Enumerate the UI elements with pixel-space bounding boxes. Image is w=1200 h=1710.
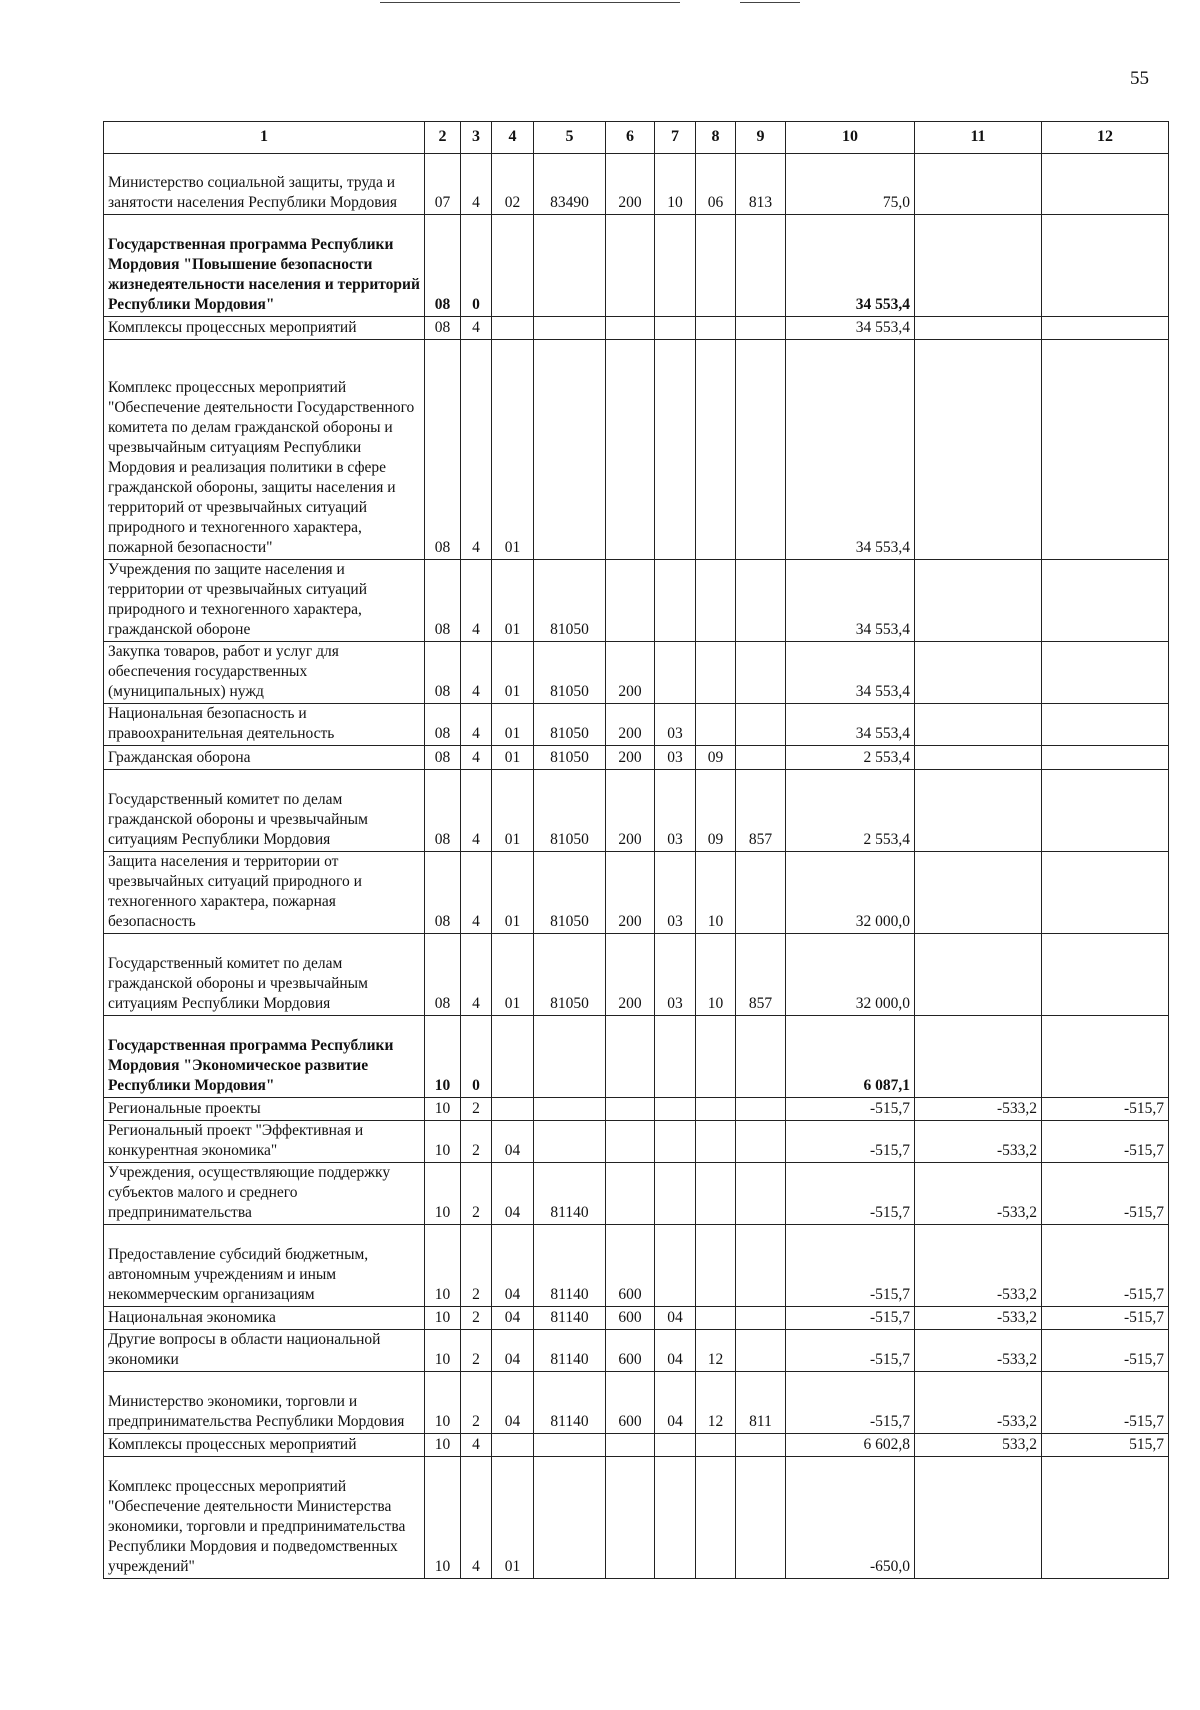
amount-2-cell: -533,2 bbox=[915, 1372, 1042, 1434]
direction-cell: 83490 bbox=[534, 154, 606, 215]
table-row bbox=[104, 1121, 1169, 1163]
admin-cell bbox=[736, 1307, 786, 1330]
amount-2-cell bbox=[915, 770, 1042, 852]
subchapter-cell bbox=[696, 1457, 736, 1579]
expense-type-cell: 200 bbox=[606, 770, 655, 852]
subprogram-cell: 4 bbox=[461, 642, 492, 704]
subprogram-cell: 4 bbox=[461, 340, 492, 560]
header-row bbox=[104, 122, 1169, 154]
amount-3-cell bbox=[1042, 317, 1169, 340]
chapter-cell: 03 bbox=[655, 770, 696, 852]
amount-1-cell: -515,7 bbox=[786, 1121, 915, 1163]
expense-type-cell: 600 bbox=[606, 1307, 655, 1330]
section-cell: 10 bbox=[425, 1434, 461, 1457]
amount-1-cell: -515,7 bbox=[786, 1330, 915, 1372]
section-cell: 10 bbox=[425, 1098, 461, 1121]
subchapter-cell bbox=[696, 340, 736, 560]
subchapter-cell bbox=[696, 1163, 736, 1225]
chapter-cell bbox=[655, 1016, 696, 1098]
subprogram-cell: 2 bbox=[461, 1330, 492, 1372]
amount-1-cell: -515,7 bbox=[786, 1307, 915, 1330]
amount-3-cell: -515,7 bbox=[1042, 1307, 1169, 1330]
amount-3-cell bbox=[1042, 934, 1169, 1016]
subchapter-cell bbox=[696, 560, 736, 642]
scan-edge-mark bbox=[740, 2, 800, 3]
direction-cell: 81050 bbox=[534, 704, 606, 746]
measure-cell: 01 bbox=[492, 746, 534, 770]
amount-1-cell: 34 553,4 bbox=[786, 317, 915, 340]
table-row bbox=[104, 1457, 1169, 1579]
header-cell: 9 bbox=[736, 122, 786, 154]
table-row bbox=[104, 560, 1169, 642]
subchapter-cell bbox=[696, 642, 736, 704]
table-row bbox=[104, 1307, 1169, 1330]
measure-cell bbox=[492, 1098, 534, 1121]
header-cell: 6 bbox=[606, 122, 655, 154]
measure-cell: 01 bbox=[492, 340, 534, 560]
admin-cell bbox=[736, 317, 786, 340]
subchapter-cell: 12 bbox=[696, 1330, 736, 1372]
header-cell: 1 bbox=[104, 122, 425, 154]
chapter-cell bbox=[655, 1225, 696, 1307]
section-cell: 10 bbox=[425, 1121, 461, 1163]
subprogram-cell: 4 bbox=[461, 560, 492, 642]
amount-1-cell: 32 000,0 bbox=[786, 852, 915, 934]
expense-type-cell: 600 bbox=[606, 1372, 655, 1434]
measure-cell: 04 bbox=[492, 1121, 534, 1163]
amount-2-cell: -533,2 bbox=[915, 1225, 1042, 1307]
amount-3-cell bbox=[1042, 1016, 1169, 1098]
expense-type-cell: 200 bbox=[606, 154, 655, 215]
section-cell: 08 bbox=[425, 852, 461, 934]
section-cell: 10 bbox=[425, 1016, 461, 1098]
header-cell: 8 bbox=[696, 122, 736, 154]
chapter-cell bbox=[655, 1457, 696, 1579]
direction-cell: 81050 bbox=[534, 560, 606, 642]
amount-3-cell bbox=[1042, 215, 1169, 317]
amount-2-cell bbox=[915, 704, 1042, 746]
header-cell: 11 bbox=[915, 122, 1042, 154]
expense-type-cell bbox=[606, 1121, 655, 1163]
direction-cell: 81050 bbox=[534, 642, 606, 704]
expense-type-cell: 600 bbox=[606, 1225, 655, 1307]
subchapter-cell: 12 bbox=[696, 1372, 736, 1434]
admin-cell bbox=[736, 1434, 786, 1457]
expense-type-cell: 200 bbox=[606, 746, 655, 770]
amount-1-cell: 6 087,1 bbox=[786, 1016, 915, 1098]
measure-cell: 01 bbox=[492, 770, 534, 852]
expense-type-cell bbox=[606, 1098, 655, 1121]
table-row bbox=[104, 154, 1169, 215]
subprogram-cell: 0 bbox=[461, 1016, 492, 1098]
direction-cell: 81050 bbox=[534, 770, 606, 852]
amount-3-cell bbox=[1042, 852, 1169, 934]
amount-2-cell: -533,2 bbox=[915, 1098, 1042, 1121]
amount-2-cell bbox=[915, 317, 1042, 340]
chapter-cell bbox=[655, 1098, 696, 1121]
header-cell: 12 bbox=[1042, 122, 1169, 154]
subchapter-cell bbox=[696, 215, 736, 317]
admin-cell bbox=[736, 642, 786, 704]
amount-2-cell: -533,2 bbox=[915, 1330, 1042, 1372]
subchapter-cell bbox=[696, 1307, 736, 1330]
subchapter-cell bbox=[696, 1434, 736, 1457]
chapter-cell bbox=[655, 1121, 696, 1163]
expense-type-cell: 200 bbox=[606, 934, 655, 1016]
header-cell: 7 bbox=[655, 122, 696, 154]
amount-1-cell: 75,0 bbox=[786, 154, 915, 215]
amount-3-cell bbox=[1042, 1457, 1169, 1579]
expense-type-cell bbox=[606, 340, 655, 560]
expense-type-cell: 200 bbox=[606, 704, 655, 746]
amount-3-cell bbox=[1042, 154, 1169, 215]
amount-1-cell: 34 553,4 bbox=[786, 215, 915, 317]
amount-3-cell: -515,7 bbox=[1042, 1163, 1169, 1225]
subchapter-cell bbox=[696, 1225, 736, 1307]
admin-cell bbox=[736, 1016, 786, 1098]
header-cell: 3 bbox=[461, 122, 492, 154]
amount-3-cell bbox=[1042, 704, 1169, 746]
expense-type-cell bbox=[606, 317, 655, 340]
direction-cell bbox=[534, 1121, 606, 1163]
section-cell: 08 bbox=[425, 340, 461, 560]
name-cell: Региональный проект "Эффективная и конкурентная экономика" bbox=[104, 1121, 425, 1163]
amount-3-cell: -515,7 bbox=[1042, 1098, 1169, 1121]
admin-cell: 857 bbox=[736, 770, 786, 852]
chapter-cell bbox=[655, 1163, 696, 1225]
amount-2-cell bbox=[915, 852, 1042, 934]
subchapter-cell bbox=[696, 1016, 736, 1098]
amount-1-cell: 6 602,8 bbox=[786, 1434, 915, 1457]
table-row bbox=[104, 1434, 1169, 1457]
subchapter-cell: 06 bbox=[696, 154, 736, 215]
table-row bbox=[104, 642, 1169, 704]
amount-2-cell: -533,2 bbox=[915, 1121, 1042, 1163]
expense-type-cell bbox=[606, 1457, 655, 1579]
section-cell: 10 bbox=[425, 1225, 461, 1307]
name-cell: Защита населения и территории от чрезвычайных ситуаций природного и техногенного характера, пожарная безопасность bbox=[104, 852, 425, 934]
admin-cell bbox=[736, 852, 786, 934]
table-row bbox=[104, 215, 1169, 317]
direction-cell bbox=[534, 1016, 606, 1098]
expense-type-cell bbox=[606, 1434, 655, 1457]
expense-type-cell: 200 bbox=[606, 642, 655, 704]
direction-cell: 81140 bbox=[534, 1163, 606, 1225]
measure-cell bbox=[492, 215, 534, 317]
subprogram-cell: 2 bbox=[461, 1225, 492, 1307]
section-cell: 07 bbox=[425, 154, 461, 215]
subprogram-cell: 2 bbox=[461, 1121, 492, 1163]
direction-cell: 81050 bbox=[534, 746, 606, 770]
measure-cell: 04 bbox=[492, 1372, 534, 1434]
name-cell: Государственный комитет по делам гражданской обороны и чрезвычайным ситуациям Республики Мордовия bbox=[104, 934, 425, 1016]
admin-cell: 811 bbox=[736, 1372, 786, 1434]
measure-cell: 01 bbox=[492, 642, 534, 704]
subprogram-cell: 4 bbox=[461, 317, 492, 340]
amount-1-cell: -650,0 bbox=[786, 1457, 915, 1579]
amount-1-cell: 32 000,0 bbox=[786, 934, 915, 1016]
name-cell: Региональные проекты bbox=[104, 1098, 425, 1121]
expense-type-cell bbox=[606, 560, 655, 642]
name-cell: Гражданская оборона bbox=[104, 746, 425, 770]
chapter-cell: 10 bbox=[655, 154, 696, 215]
amount-1-cell: 34 553,4 bbox=[786, 340, 915, 560]
subchapter-cell: 09 bbox=[696, 770, 736, 852]
amount-2-cell bbox=[915, 340, 1042, 560]
subprogram-cell: 4 bbox=[461, 704, 492, 746]
admin-cell bbox=[736, 1098, 786, 1121]
amount-1-cell: -515,7 bbox=[786, 1163, 915, 1225]
expense-type-cell bbox=[606, 215, 655, 317]
amount-2-cell: -533,2 bbox=[915, 1163, 1042, 1225]
measure-cell bbox=[492, 1434, 534, 1457]
table-row bbox=[104, 1225, 1169, 1307]
amount-1-cell: 34 553,4 bbox=[786, 560, 915, 642]
subchapter-cell bbox=[696, 317, 736, 340]
table-row bbox=[104, 317, 1169, 340]
name-cell: Комплексы процессных мероприятий bbox=[104, 317, 425, 340]
admin-cell bbox=[736, 1457, 786, 1579]
admin-cell bbox=[736, 215, 786, 317]
amount-2-cell bbox=[915, 934, 1042, 1016]
chapter-cell: 03 bbox=[655, 852, 696, 934]
table-row bbox=[104, 340, 1169, 560]
amount-1-cell: 2 553,4 bbox=[786, 770, 915, 852]
amount-3-cell bbox=[1042, 770, 1169, 852]
name-cell: Государственная программа Республики Мордовия "Повышение безопасности жизнедеятельности населения и территорий Республики Мордовия" bbox=[104, 215, 425, 317]
measure-cell: 04 bbox=[492, 1330, 534, 1372]
table-row bbox=[104, 1163, 1169, 1225]
name-cell: Национальная безопасность и правоохранительная деятельность bbox=[104, 704, 425, 746]
table-body bbox=[104, 154, 1169, 1579]
subprogram-cell: 2 bbox=[461, 1163, 492, 1225]
section-cell: 08 bbox=[425, 746, 461, 770]
name-cell: Государственная программа Республики Мордовия "Экономическое развитие Республики Мордовия" bbox=[104, 1016, 425, 1098]
subchapter-cell bbox=[696, 1121, 736, 1163]
chapter-cell bbox=[655, 317, 696, 340]
section-cell: 10 bbox=[425, 1307, 461, 1330]
chapter-cell: 04 bbox=[655, 1330, 696, 1372]
admin-cell bbox=[736, 1330, 786, 1372]
amount-2-cell: 533,2 bbox=[915, 1434, 1042, 1457]
table-row bbox=[104, 1330, 1169, 1372]
amount-2-cell bbox=[915, 560, 1042, 642]
chapter-cell bbox=[655, 642, 696, 704]
direction-cell: 81050 bbox=[534, 852, 606, 934]
direction-cell bbox=[534, 340, 606, 560]
admin-cell bbox=[736, 746, 786, 770]
subprogram-cell: 4 bbox=[461, 934, 492, 1016]
amount-3-cell: -515,7 bbox=[1042, 1121, 1169, 1163]
subchapter-cell bbox=[696, 704, 736, 746]
table-row bbox=[104, 1098, 1169, 1121]
direction-cell bbox=[534, 215, 606, 317]
amount-2-cell: -533,2 bbox=[915, 1307, 1042, 1330]
admin-cell bbox=[736, 1225, 786, 1307]
subprogram-cell: 2 bbox=[461, 1307, 492, 1330]
name-cell: Другие вопросы в области национальной экономики bbox=[104, 1330, 425, 1372]
table-row bbox=[104, 746, 1169, 770]
name-cell: Государственный комитет по делам гражданской обороны и чрезвычайным ситуациям Республики Мордовия bbox=[104, 770, 425, 852]
amount-3-cell: -515,7 bbox=[1042, 1372, 1169, 1434]
amount-1-cell: 34 553,4 bbox=[786, 642, 915, 704]
amount-2-cell bbox=[915, 1457, 1042, 1579]
section-cell: 08 bbox=[425, 215, 461, 317]
subchapter-cell bbox=[696, 1098, 736, 1121]
measure-cell: 01 bbox=[492, 852, 534, 934]
measure-cell: 01 bbox=[492, 704, 534, 746]
amount-1-cell: 2 553,4 bbox=[786, 746, 915, 770]
chapter-cell: 04 bbox=[655, 1307, 696, 1330]
name-cell: Комплекс процессных мероприятий "Обеспечение деятельности Министерства экономики, торговли и предпринимательства Республики Мордовия и подведомственных учреждений" bbox=[104, 1457, 425, 1579]
chapter-cell: 03 bbox=[655, 934, 696, 1016]
budget-table bbox=[103, 121, 1169, 1579]
admin-cell bbox=[736, 1121, 786, 1163]
section-cell: 08 bbox=[425, 770, 461, 852]
section-cell: 10 bbox=[425, 1372, 461, 1434]
subprogram-cell: 4 bbox=[461, 770, 492, 852]
header-cell: 2 bbox=[425, 122, 461, 154]
expense-type-cell: 200 bbox=[606, 852, 655, 934]
direction-cell bbox=[534, 1434, 606, 1457]
amount-3-cell bbox=[1042, 642, 1169, 704]
name-cell: Закупка товаров, работ и услуг для обеспечения государственных (муниципальных) нужд bbox=[104, 642, 425, 704]
amount-2-cell bbox=[915, 642, 1042, 704]
admin-cell bbox=[736, 704, 786, 746]
table-row bbox=[104, 1016, 1169, 1098]
header-cell: 4 bbox=[492, 122, 534, 154]
subprogram-cell: 0 bbox=[461, 215, 492, 317]
amount-1-cell: -515,7 bbox=[786, 1098, 915, 1121]
measure-cell: 04 bbox=[492, 1163, 534, 1225]
header-cell: 5 bbox=[534, 122, 606, 154]
amount-3-cell: -515,7 bbox=[1042, 1225, 1169, 1307]
direction-cell: 81140 bbox=[534, 1372, 606, 1434]
section-cell: 08 bbox=[425, 704, 461, 746]
measure-cell: 01 bbox=[492, 560, 534, 642]
table-row bbox=[104, 704, 1169, 746]
measure-cell: 01 bbox=[492, 1457, 534, 1579]
measure-cell: 02 bbox=[492, 154, 534, 215]
name-cell: Комплекс процессных мероприятий "Обеспечение деятельности Государственного комитета по делам гражданской обороны и чрезвычайным ситуациям Республики Мордовия и реализация политики в сфере гражданской обороны, защиты населения и территорий от чрезвычайных ситуаций природного и техногенного характера, пожарной безопасности" bbox=[104, 340, 425, 560]
expense-type-cell bbox=[606, 1163, 655, 1225]
amount-1-cell: -515,7 bbox=[786, 1225, 915, 1307]
name-cell: Министерство социальной защиты, труда и занятости населения Республики Мордовия bbox=[104, 154, 425, 215]
table-row bbox=[104, 770, 1169, 852]
chapter-cell: 04 bbox=[655, 1372, 696, 1434]
amount-3-cell bbox=[1042, 340, 1169, 560]
direction-cell: 81140 bbox=[534, 1307, 606, 1330]
name-cell: Комплексы процессных мероприятий bbox=[104, 1434, 425, 1457]
admin-cell bbox=[736, 340, 786, 560]
direction-cell: 81050 bbox=[534, 934, 606, 1016]
name-cell: Министерство экономики, торговли и предпринимательства Республики Мордовия bbox=[104, 1372, 425, 1434]
expense-type-cell bbox=[606, 1016, 655, 1098]
chapter-cell bbox=[655, 1434, 696, 1457]
section-cell: 08 bbox=[425, 934, 461, 1016]
chapter-cell bbox=[655, 560, 696, 642]
subprogram-cell: 4 bbox=[461, 1434, 492, 1457]
name-cell: Учреждения по защите населения и территории от чрезвычайных ситуаций природного и техногенного характера, гражданской обороне bbox=[104, 560, 425, 642]
admin-cell bbox=[736, 560, 786, 642]
amount-3-cell bbox=[1042, 560, 1169, 642]
subprogram-cell: 4 bbox=[461, 1457, 492, 1579]
subprogram-cell: 4 bbox=[461, 154, 492, 215]
subprogram-cell: 4 bbox=[461, 746, 492, 770]
expense-type-cell: 600 bbox=[606, 1330, 655, 1372]
amount-2-cell bbox=[915, 1016, 1042, 1098]
scan-edge-mark bbox=[380, 2, 680, 3]
direction-cell: 81140 bbox=[534, 1225, 606, 1307]
name-cell: Национальная экономика bbox=[104, 1307, 425, 1330]
measure-cell: 04 bbox=[492, 1307, 534, 1330]
chapter-cell: 03 bbox=[655, 704, 696, 746]
chapter-cell bbox=[655, 340, 696, 560]
amount-1-cell: 34 553,4 bbox=[786, 704, 915, 746]
measure-cell: 04 bbox=[492, 1225, 534, 1307]
section-cell: 10 bbox=[425, 1330, 461, 1372]
name-cell: Учреждения, осуществляющие поддержку субъектов малого и среднего предпринимательства bbox=[104, 1163, 425, 1225]
subchapter-cell: 10 bbox=[696, 852, 736, 934]
measure-cell: 01 bbox=[492, 934, 534, 1016]
direction-cell bbox=[534, 1457, 606, 1579]
chapter-cell: 03 bbox=[655, 746, 696, 770]
direction-cell bbox=[534, 317, 606, 340]
amount-3-cell: 515,7 bbox=[1042, 1434, 1169, 1457]
subprogram-cell: 4 bbox=[461, 852, 492, 934]
admin-cell bbox=[736, 1163, 786, 1225]
table-row bbox=[104, 852, 1169, 934]
amount-3-cell bbox=[1042, 746, 1169, 770]
measure-cell bbox=[492, 1016, 534, 1098]
chapter-cell bbox=[655, 215, 696, 317]
table-row bbox=[104, 1372, 1169, 1434]
admin-cell: 857 bbox=[736, 934, 786, 1016]
header-cell: 10 bbox=[786, 122, 915, 154]
amount-2-cell bbox=[915, 215, 1042, 317]
name-cell: Предоставление субсидий бюджетным, автономным учреждениям и иным некоммерческим организациям bbox=[104, 1225, 425, 1307]
direction-cell: 81140 bbox=[534, 1330, 606, 1372]
amount-2-cell bbox=[915, 154, 1042, 215]
table-row bbox=[104, 934, 1169, 1016]
measure-cell bbox=[492, 317, 534, 340]
subchapter-cell: 10 bbox=[696, 934, 736, 1016]
amount-1-cell: -515,7 bbox=[786, 1372, 915, 1434]
admin-cell: 813 bbox=[736, 154, 786, 215]
amount-3-cell: -515,7 bbox=[1042, 1330, 1169, 1372]
section-cell: 08 bbox=[425, 560, 461, 642]
subprogram-cell: 2 bbox=[461, 1372, 492, 1434]
section-cell: 10 bbox=[425, 1457, 461, 1579]
page-number: 55 bbox=[1130, 68, 1149, 89]
section-cell: 08 bbox=[425, 642, 461, 704]
direction-cell bbox=[534, 1098, 606, 1121]
amount-2-cell bbox=[915, 746, 1042, 770]
subchapter-cell: 09 bbox=[696, 746, 736, 770]
section-cell: 10 bbox=[425, 1163, 461, 1225]
subprogram-cell: 2 bbox=[461, 1098, 492, 1121]
section-cell: 08 bbox=[425, 317, 461, 340]
